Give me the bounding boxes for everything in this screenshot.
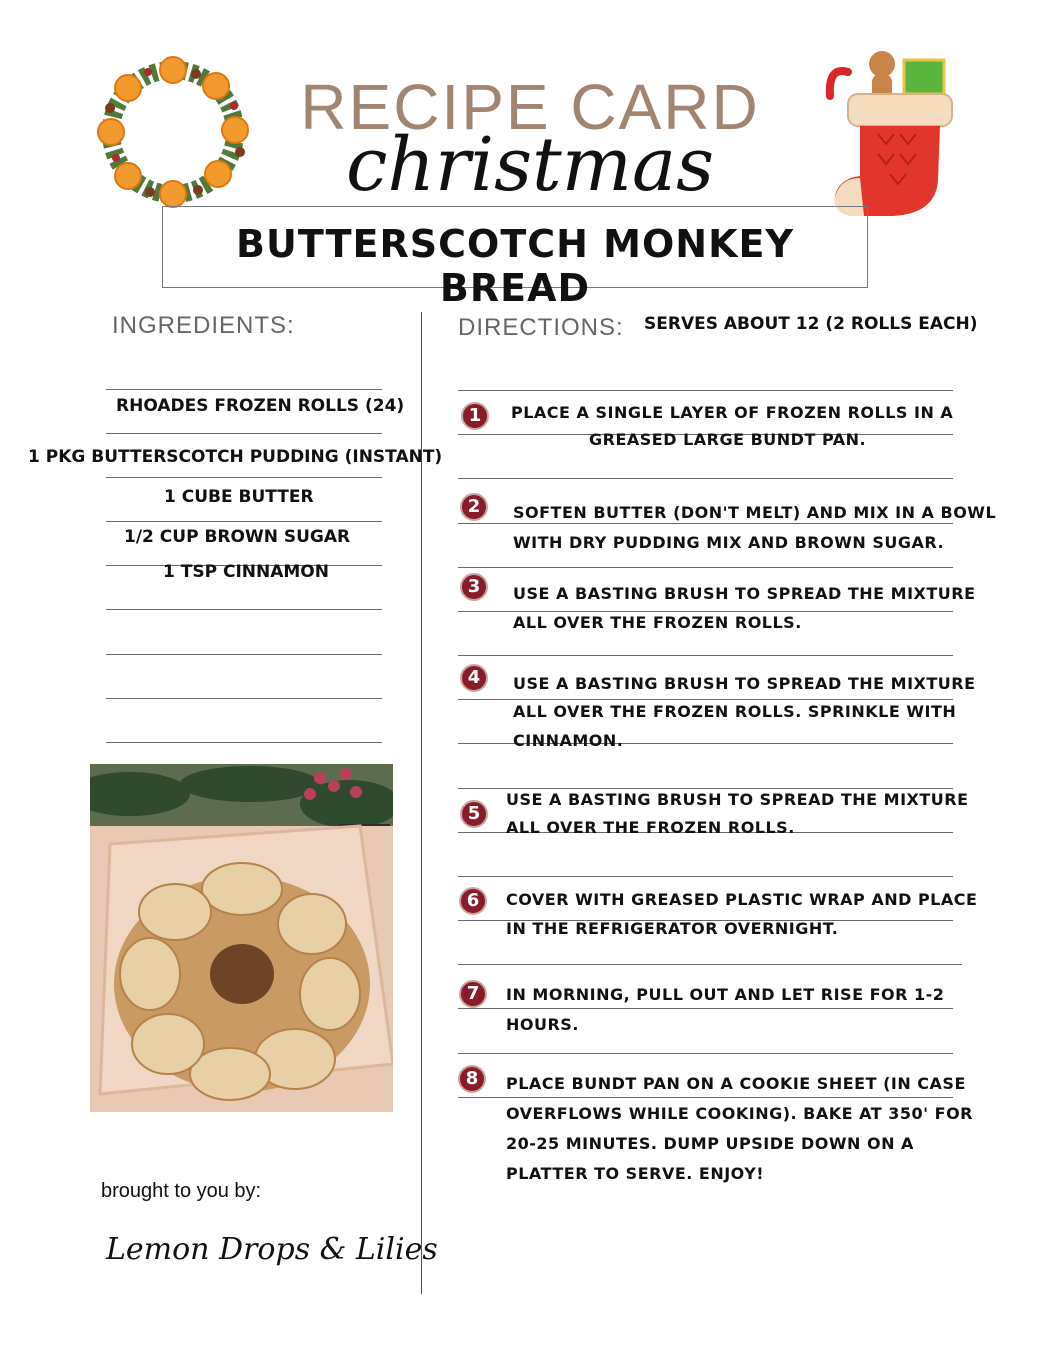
- step-text: COVER WITH GREASED PLASTIC WRAP AND PLACE: [506, 890, 978, 909]
- step-text: ALL OVER THE FROZEN ROLLS. SPRINKLE WITH: [513, 702, 957, 721]
- step-text: WITH DRY PUDDING MIX AND BROWN SUGAR.: [513, 533, 945, 552]
- ingredient-item: 1 CUBE BUTTER: [164, 487, 314, 507]
- recipe-name: BUTTERSCOTCH MONKEY BREAD: [236, 222, 794, 310]
- direction-rule: [458, 655, 953, 656]
- card-subtitle: christmas: [345, 122, 715, 208]
- card-title: RECIPE CARD: [300, 71, 760, 143]
- step-text: USE A BASTING BRUSH TO SPREAD THE MIXTURE: [506, 790, 969, 809]
- step-number-badge: 4: [460, 664, 488, 692]
- step-text: PLACE A SINGLE LAYER OF FROZEN ROLLS IN A: [511, 403, 954, 422]
- step-text: OVERFLOWS WHILE COOKING). BAKE AT 350' FOR: [506, 1104, 973, 1123]
- directions-heading: DIRECTIONS:: [458, 314, 624, 341]
- direction-rule: [458, 390, 953, 391]
- brand-logo: Lemon Drops & Lilies: [106, 1232, 438, 1267]
- step-text: GREASED LARGE BUNDT PAN.: [589, 430, 867, 449]
- ingredient-item: 1/2 CUP BROWN SUGAR: [124, 527, 351, 547]
- step-number-badge: 1: [461, 402, 489, 430]
- direction-rule: [458, 478, 953, 479]
- step-text: ALL OVER THE FROZEN ROLLS.: [506, 818, 795, 837]
- step-number-badge: 7: [459, 980, 487, 1008]
- step-text: IN THE REFRIGERATOR OVERNIGHT.: [506, 919, 839, 938]
- step-text: USE A BASTING BRUSH TO SPREAD THE MIXTURE: [513, 584, 976, 603]
- direction-rule: [458, 964, 962, 965]
- ingredient-item: 1 PKG BUTTERSCOTCH PUDDING (INSTANT): [28, 447, 443, 467]
- step-text: HOURS.: [506, 1015, 579, 1034]
- servings-note: SERVES ABOUT 12 (2 ROLLS EACH): [644, 314, 978, 334]
- ingredient-item: RHOADES FROZEN ROLLS (24): [116, 396, 405, 416]
- step-text: PLACE BUNDT PAN ON A COOKIE SHEET (IN CASE: [506, 1074, 966, 1093]
- ingredient-rule: [106, 389, 382, 390]
- direction-rule: [458, 567, 953, 568]
- monkey-bread-photo: [90, 764, 393, 1112]
- step-text: 20-25 MINUTES. DUMP UPSIDE DOWN ON A: [506, 1134, 914, 1153]
- ingredient-item: 1 TSP CINNAMON: [163, 562, 329, 582]
- step-number-badge: 2: [460, 493, 488, 521]
- direction-rule: [458, 1053, 953, 1054]
- ingredient-rule: [106, 654, 382, 655]
- ingredients-heading: INGREDIENTS:: [112, 312, 295, 339]
- step-number-badge: 8: [458, 1065, 486, 1093]
- step-text: USE A BASTING BRUSH TO SPREAD THE MIXTURE: [513, 674, 976, 693]
- direction-rule: [458, 876, 953, 877]
- step-text: IN MORNING, PULL OUT AND LET RISE FOR 1-2: [506, 985, 945, 1004]
- ingredient-rule: [106, 698, 382, 699]
- step-number-badge: 6: [459, 887, 487, 915]
- step-text: SOFTEN BUTTER (DON'T MELT) AND MIX IN A BOWL: [513, 503, 997, 522]
- step-text: CINNAMON.: [513, 731, 624, 750]
- step-text: PLATTER TO SERVE. ENJOY!: [506, 1164, 765, 1183]
- ingredient-rule: [106, 742, 382, 743]
- ingredient-rule: [106, 477, 382, 478]
- brought-by-label: brought to you by:: [101, 1180, 262, 1202]
- ingredient-rule: [106, 609, 382, 610]
- step-text: ALL OVER THE FROZEN ROLLS.: [513, 613, 802, 632]
- ingredient-rule: [106, 521, 382, 522]
- step-number-badge: 5: [460, 800, 488, 828]
- step-number-badge: 3: [460, 573, 488, 601]
- ingredient-rule: [106, 433, 382, 434]
